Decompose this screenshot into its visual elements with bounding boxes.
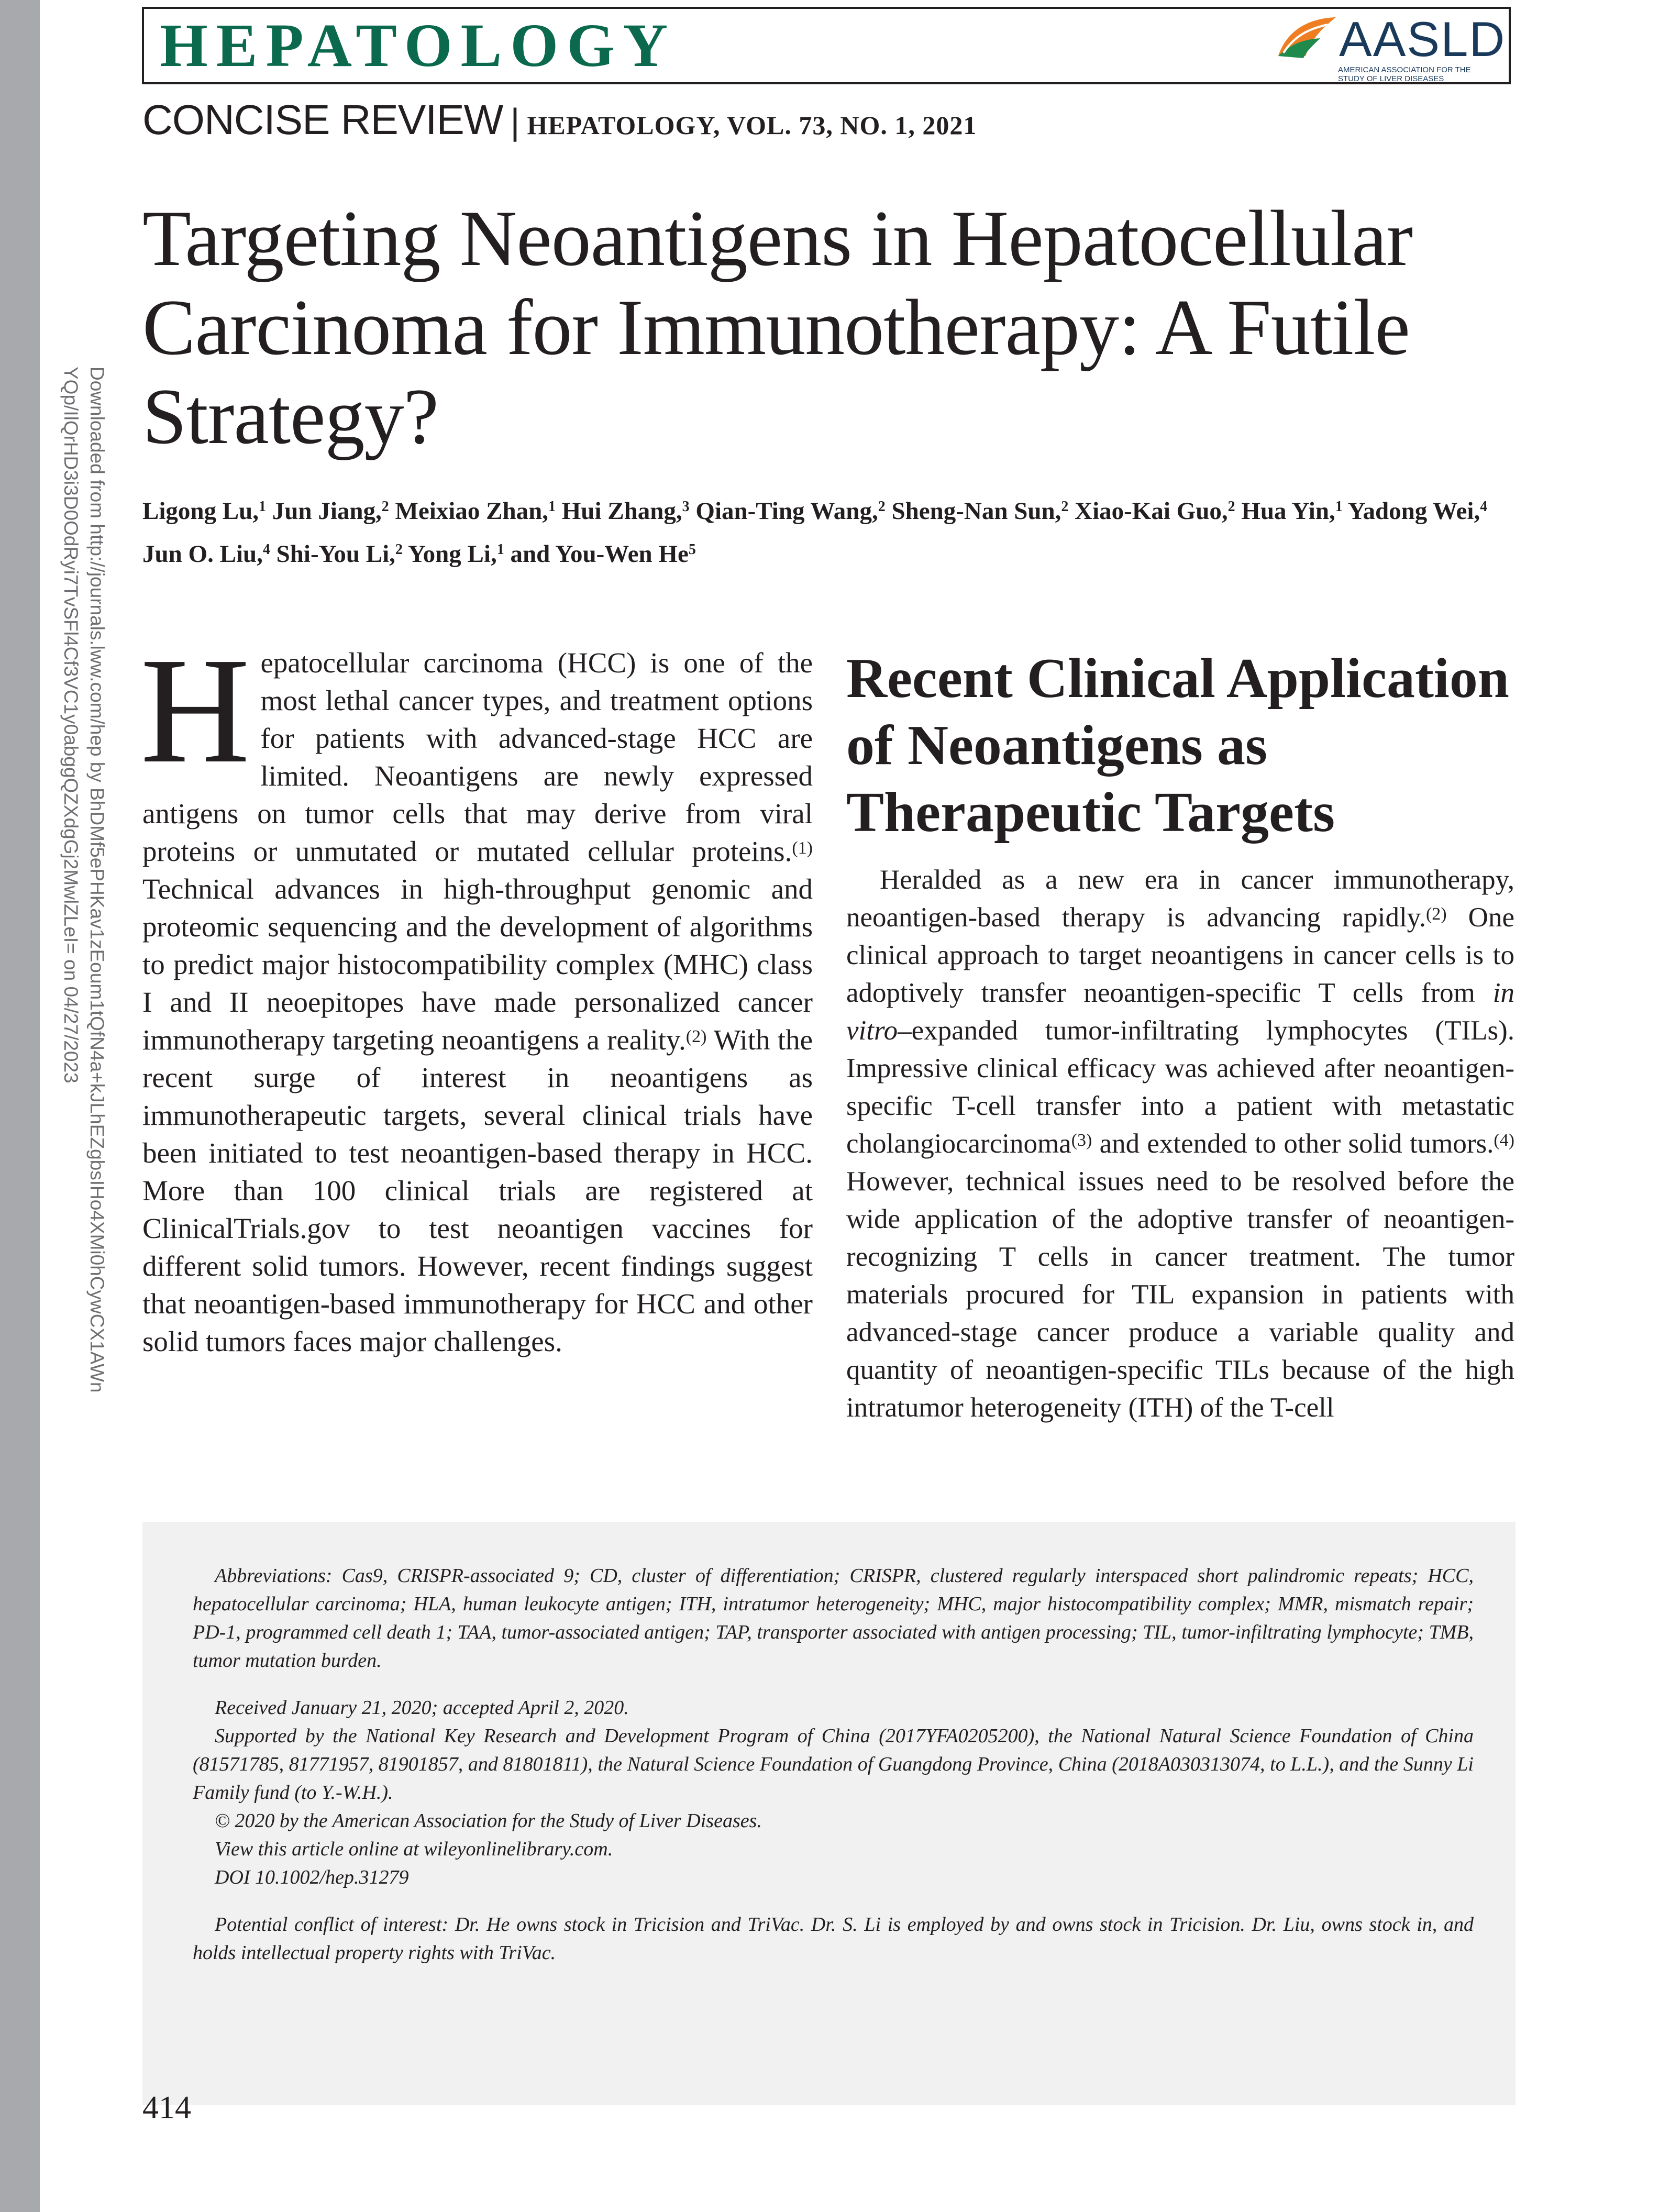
- section-label: CONCISE REVIEW: [142, 96, 503, 143]
- page-number: 414: [142, 2090, 191, 2126]
- author: Meixiao Zhan,$^1$: [395, 497, 556, 525]
- intro-text: Technical advances in high-throughput genomic and proteomic sequencing and the development of algorithms to predict major histocompatibility complex (MHC) class I and II neoepitopes have made personalized cancer immunotherapy targeting neoantigens a reality.: [142, 873, 813, 1056]
- article-title-line: Strategy?: [142, 372, 439, 460]
- author: Jun Jiang,$^2$: [272, 497, 389, 525]
- author: Hua Yin,$^1$: [1241, 497, 1343, 525]
- author: Xiao-Kai Guo,$^2$: [1075, 497, 1235, 525]
- abbreviations-note: Abbreviations: Cas9, CRISPR-associated 9; CD, cluster of differentiation; CRISPR, clustered regularly interspaced short palindromic repeats; HCC, hepatocellular carcinoma; HLA, human leukocyte antigen; ITH, intratumor heterogeneity; MHC, major histocompatibility complex; MMR, mismatch repair; PD-1, programmed cell death 1; TAA, tumor-associated antigen; TAP, transporter associated with antigen processing; TIL, tumor-infiltrating lymphocyte; TMB, tumor mutation burden.: [193, 1565, 1474, 1672]
- intro-text: With the recent surge of interest in neoantigens as immunotherapeutic targets, several clinical trials have been initiated to test neoantigen-based therapy in HCC. More than 100 clinical trials are registered at ClinicalTrials.gov to test neoantigen vaccines for different solid tumors. However, recent findings suggest that neoantigen-based immunotherapy for HCC and other solid tumors faces major challenges.: [142, 1024, 813, 1357]
- download-watermark-line1: Downloaded from http://journals.lww.com/hep by BhDMf5ePHKav1zEoum1tQfN4a+kJLhEZgbsIHo4XMi0hCywCX1AWn: [86, 367, 108, 1393]
- article-title-line: Carcinoma for Immunotherapy: A Futile: [142, 283, 1410, 371]
- volume-info: HEPATOLOGY, VOL. 73, NO. 1, 2021: [527, 110, 977, 140]
- drop-cap: H: [140, 626, 250, 794]
- article-title-line: Targeting Neoantigens in Hepatocellular: [142, 194, 1413, 282]
- article-notes-panel: [142, 1522, 1516, 2105]
- aasld-logo: [1276, 12, 1506, 83]
- aasld-logo-subtitle: AMERICAN ASSOCIATION FOR THE STUDY OF LIVER DISEASES: [1338, 65, 1471, 83]
- article-title: [142, 194, 1556, 461]
- reference-marker: (1): [792, 838, 813, 858]
- author: Qian-Ting Wang,$^2$: [695, 497, 886, 525]
- reference-marker: (4): [1494, 1131, 1514, 1150]
- kicker-separator: |: [510, 101, 520, 142]
- author-list: [142, 490, 1520, 576]
- section-body: [846, 861, 1514, 1426]
- article-kicker: [142, 96, 977, 143]
- author: Yong Li,$^1$: [407, 540, 504, 568]
- author: Sheng-Nan Sun,$^2$: [891, 497, 1069, 525]
- aasld-leaf-icon: [1276, 15, 1338, 60]
- author: Hui Zhang,$^3$: [561, 497, 690, 525]
- download-watermark: [52, 367, 110, 1477]
- reference-marker: (2): [1425, 904, 1447, 924]
- journal-title: HEPATOLOGY: [160, 11, 677, 80]
- author: and You-Wen He$^5$: [510, 540, 696, 568]
- intro-paragraph: [140, 626, 813, 1361]
- body-paragraph: Heralded as a new era in cancer immunotherapy, neoantigen-based therapy is advancing rapidly.$^{(2)}$ One clinical approach to target neoantigens in cancer cells is to adoptively transfer neoantigen-specific T cells from in vitro–expanded tumor-infiltrating lymphocytes (TILs). Impressive clinical efficacy was achieved after neoantigen-specific T-cell transfer into a patient with metastatic cholangiocarcinoma$^{(3)}$ and extended to other solid tumors.$^{(4)}$ However, technical issues need to be resolved before the wide application of the adoptive transfer of neoantigen-recognizing T cells in cancer treatment. The tumor materials procured for TIL expansion in patients with advanced-stage cancer produce a variable quality and quantity of neoantigen-specific TILs because of the high intratumor heterogeneity (ITH) of the T-cell: [846, 865, 1514, 1423]
- author: Yadong Wei,$^4$: [1347, 497, 1488, 525]
- author: Ligong Lu,$^1$: [142, 497, 267, 525]
- aasld-logo-word: AASLD: [1339, 12, 1506, 67]
- reference-marker: (3): [1071, 1131, 1092, 1150]
- journal-masthead: [142, 7, 1511, 84]
- reference-marker: (2): [685, 1027, 707, 1046]
- online-note: View this article online at wileyonlinelibrary.com.: [215, 1838, 613, 1860]
- copyright-note: © 2020 by the American Association for the Study of Liver Diseases.: [215, 1810, 762, 1832]
- received-note: Received January 21, 2020; accepted April 2, 2020.: [215, 1697, 629, 1719]
- download-watermark-line2: YQp/IlQrHD3i3D0OdRyi7TvSFl4Cf3VC1y0abggQZXdgGj2MwlZLeI= on 04/27/2023: [60, 367, 82, 1083]
- doi-note: DOI 10.1002/hep.31279: [215, 1866, 409, 1888]
- intro-text: epatocellular carcinoma (HCC) is one of the most lethal cancer types, and treatment options for patients with advanced-stage HCC are limited. Neoantigens are newly expressed antigens on tumor cells that may derive from viral proteins or unmutated or mutated cellular proteins.: [142, 647, 813, 867]
- funding-note: Supported by the National Key Research and Development Program of China (2017YFA0205200), the National Natural Science Foundation of China (81571785, 81771957, 81901857, and 81801811), the Natural Science Foundation of Guangdong Province, China (2018A030313074, to L.L.), and the Sunny Li Family fund (to Y.-W.H.).: [193, 1725, 1474, 1804]
- conflict-note: Potential conflict of interest: Dr. He owns stock in Tricision and TriVac. Dr. S. Li is employed by and owns stock in Tricision. Dr. Liu, owns stock in, and holds intellectual property rights with TriVac.: [193, 1914, 1474, 1964]
- author: Shi-You Li,$^2$: [276, 540, 403, 568]
- section-heading: Recent Clinical Application of Neoantigens as Therapeutic Targets: [846, 647, 1509, 844]
- author: Jun O. Liu,$^4$: [142, 540, 270, 568]
- left-margin-strip: [0, 0, 40, 2212]
